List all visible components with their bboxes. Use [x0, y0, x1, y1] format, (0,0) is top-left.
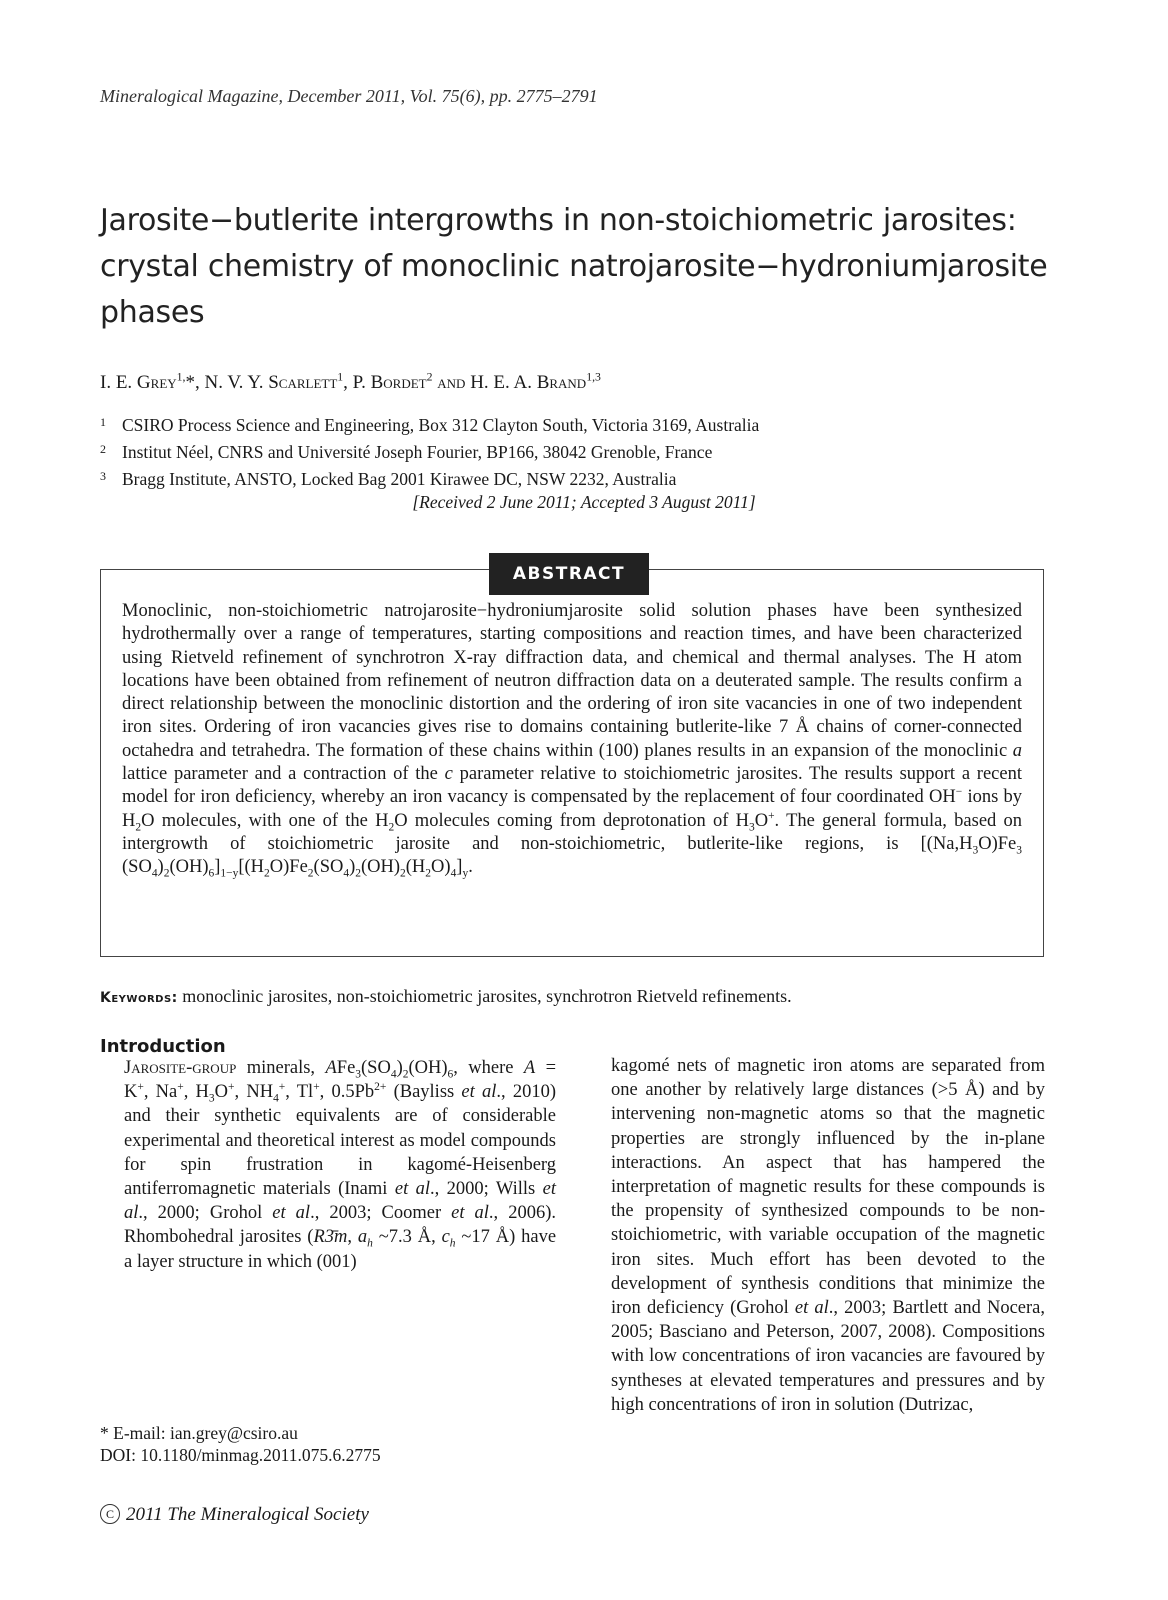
abstract-heading: ABSTRACT	[489, 553, 649, 595]
received-dates: [Received 2 June 2011; Accepted 3 August 2011]	[412, 492, 756, 512]
author-conjunction: and	[437, 372, 466, 393]
keywords-label: Keywords:	[100, 990, 178, 1006]
affiliation-item: 3 Bragg Institute, ANSTO, Locked Bag 2001 Kirawee DC, NSW 2232, Australia	[100, 469, 677, 489]
author-list: I. E. Grey$^{1,}$*, N. V. Y. Scarlett$^1$, P. Bordet$^2$ and H. E. A. Brand$^{1,3}$	[100, 370, 601, 393]
affiliation-item: 1 CSIRO Process Science and Engineering, Box 312 Clayton South, Victoria 3169, Australia	[100, 415, 760, 435]
title-line: Jarosite−butlerite intergrowths in non-stoichiometric jarosites:	[100, 203, 1017, 238]
corresponding-mark: *	[185, 372, 195, 393]
doi-note: DOI: 10.1180/minmag.2011.075.6.2775	[100, 1445, 381, 1465]
section-heading: Introduction	[100, 1036, 226, 1057]
affiliation-item: 2 Institut Néel, CNRS and Université Joseph Fourier, BP166, 38042 Grenoble, France	[100, 442, 713, 462]
copyright-line: C 2011 The Mineralogical Society	[100, 1504, 369, 1526]
affiliations	[100, 410, 759, 491]
intro-column-right: kagomé nets of magnetic iron atoms are separated from one another by relatively large distances (>5 Å) and by intervening non-magnetic atoms so that the magnetic properties are strongly influenced by the in-plane interactions. An aspect that has hampered the interpretation of magnetic results for these compounds is the propensity of synthesized compounds to be non-stoichiometric, with variable occupation of the magnetic iron sites. Much effort has been devoted to the development of synthesis conditions that minimize the iron deficiency (Grohol et al., 2003; Bartlett and Nocera, 2005; Basciano and Peterson, 2007, 2008). Compositions with low concentrations of iron vacancies are favoured by syntheses at elevated temperatures and pressures and by high concentrations of iron in solution (Dutrizac,	[611, 1056, 1045, 1415]
author-name: H. E. A. Brand	[470, 372, 587, 393]
keywords	[100, 986, 792, 1007]
title-line: crystal chemistry of monoclinic natrojarosite−hydroniumjarosite	[100, 249, 1048, 284]
author-name: N. V. Y. Scarlett	[204, 372, 338, 393]
journal-citation: Mineralogical Magazine, December 2011, Vol. 75(6), pp. 2775–2791	[100, 86, 598, 106]
copyright-icon: C	[100, 1504, 120, 1524]
email-note: * E-mail: ian.grey@csiro.au	[100, 1423, 298, 1443]
keywords-text: monoclinic jarosites, non-stoichiometric jarosites, synchrotron Rietveld refinements.	[182, 986, 792, 1006]
author-name: P. Bordet	[352, 372, 427, 393]
intro-column-left: Jarosite-group minerals, $AFe_3(SO_4)_2(OH)_6$, where A = K+, Na+, $H_3O^+$, $NH_4^+$, Tl+, $0.5Pb^{2+}$ (Bayliss et al., 2010) and their synthetic equivalents are of considerable experimental and theoretical interest as model compounds for spin frustration in kagomé-Heisenberg antiferromagnetic materials (Inami et al., 2000; Wills et al., 2000; Grohol et al., 2003; Coomer et al., 2006). Rhombohedral jarosites (R3̄m, $a_h$ ~7.3 Å, $c_h$ ~17 Å) have a layer structure in which (001)	[124, 1058, 557, 1272]
paper-title	[100, 198, 1060, 336]
abstract-text: Monoclinic, non-stoichiometric natrojarosite−hydroniumjarosite solid solution phases have been synthesized hydrothermally over a range of temperatures, starting compositions and reaction times, and have been characterized using Rietveld refinement of synchrotron X-ray diffraction data, and chemical and thermal analyses. The H atom locations have been obtained from refinement of neutron diffraction data on a deuterated sample. The results confirm a direct relationship between the monoclinic distortion and the ordering of iron site vacancies in one of two independent iron sites. Ordering of iron vacancies gives rise to domains containing butlerite-like 7 Å chains of corner-connected octahedra and tetrahedra. The formation of these chains within (100) planes results in an expansion of the monoclinic a lattice parameter and a contraction of the c parameter relative to stoichiometric jarosites. The results support a recent model for iron deficiency, whereby an iron vacancy is compensated by the replacement of four coordinated OH− ions by $H_2O$ molecules, with one of the $H_2O$ molecules coming from deprotonation of $H_3O^+$. The general formula, based on intergrowth of stoichiometric jarosite and non-stoichiometric, butlerite-like regions, is [$(Na,H_3O)Fe_3$ $(SO_4)_2(OH)_6]_{1-y}[(H_2O)Fe_2(SO_4)_2(OH)_2(H_2O)_4]_y$.	[122, 601, 1023, 880]
title-line: phases	[100, 295, 205, 330]
author-name: I. E. Grey	[100, 372, 177, 393]
footnote	[100, 1422, 381, 1466]
